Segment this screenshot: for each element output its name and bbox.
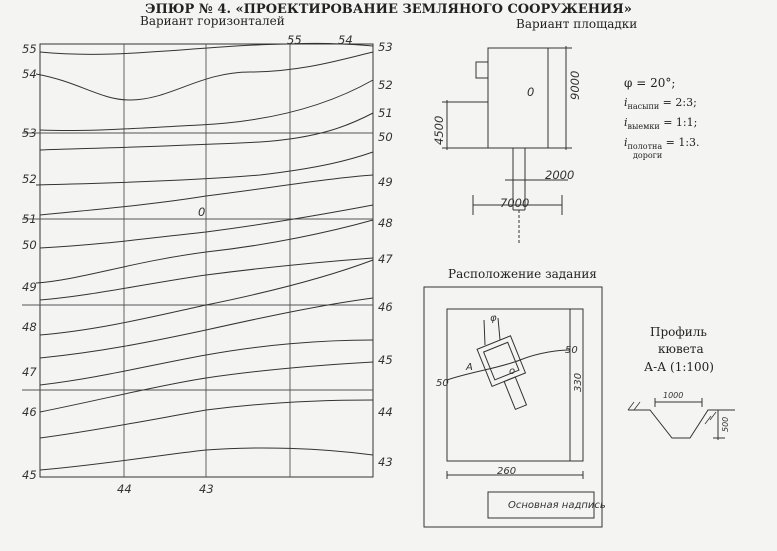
task-left-50: 50 <box>436 378 449 389</box>
profile-dim-500: 500 <box>721 416 730 432</box>
right-contour-label: 53 <box>378 40 393 54</box>
left-contour-label: 53 <box>22 126 37 140</box>
left-contour-label: 54 <box>22 67 37 81</box>
left-contour-label: 47 <box>22 365 37 379</box>
contour-map-frame <box>40 44 373 477</box>
ditch-profile <box>628 398 735 440</box>
contour-line <box>36 220 373 283</box>
contour-line <box>40 205 373 248</box>
contour-line <box>40 400 373 438</box>
left-contour-label: 52 <box>22 172 37 186</box>
right-contour-label: 50 <box>378 130 393 144</box>
contour-line <box>40 298 373 358</box>
contour-line <box>40 175 373 215</box>
param-i-sub: полотна <box>627 142 663 152</box>
right-contour-label: 44 <box>378 405 393 419</box>
task-dim-330: 330 <box>573 372 584 392</box>
param-phi: φ = 20°; <box>624 76 676 90</box>
right-contour-label: 52 <box>378 78 393 92</box>
right-contour-label: 45 <box>378 353 393 367</box>
bottom-contour-label: 44 <box>117 482 132 496</box>
contour-line <box>40 260 373 335</box>
contour-line <box>40 448 373 470</box>
left-contour-label: 46 <box>22 405 37 419</box>
param-i-symbol: i <box>624 96 628 109</box>
param-i-symbol: i <box>624 136 628 149</box>
profile-caption-1: Профиль <box>650 325 707 339</box>
task-label-a: А <box>466 362 473 373</box>
param-i-value: = 1:1; <box>663 116 698 129</box>
right-contour-label: 48 <box>378 216 393 230</box>
contour-line <box>40 43 373 54</box>
profile-dim-1000: 1000 <box>663 391 684 400</box>
param-i-value: = 2:3; <box>662 96 697 109</box>
right-contour-label: 43 <box>378 455 393 469</box>
param-i-cut <box>624 116 697 131</box>
param-i-sub2: дороги <box>633 151 663 160</box>
dim-7000: 7000 <box>500 196 530 210</box>
top-contour-label: 55 <box>287 33 302 47</box>
contour-line <box>40 113 373 150</box>
contour-variant-caption: Вариант горизонталей <box>140 14 285 28</box>
left-contour-label: 49 <box>22 280 37 294</box>
contour-line <box>40 80 373 131</box>
task-dim-260: 260 <box>497 466 517 477</box>
param-i-symbol: i <box>624 116 628 129</box>
profile-caption-3: А-А (1:100) <box>644 360 714 374</box>
dim-4500: 4500 <box>432 115 446 145</box>
param-i-value: = 1:3. <box>665 136 700 149</box>
task-right-50: 50 <box>565 345 578 356</box>
top-contour-label: 54 <box>338 33 353 47</box>
dim-2000: 2000 <box>545 168 575 182</box>
left-contour-label: 50 <box>22 238 37 252</box>
map-point-label: 0 <box>198 205 206 219</box>
contour-lines <box>36 43 373 470</box>
param-i-sub: насыпи <box>627 102 660 112</box>
task-layout <box>424 287 602 527</box>
right-contour-label: 46 <box>378 300 393 314</box>
contour-line <box>36 52 373 100</box>
param-i-road <box>624 136 700 151</box>
param-i-sub: выемки <box>627 122 660 132</box>
contour-line <box>40 362 373 412</box>
dim-9000: 9000 <box>568 70 582 100</box>
contour-line <box>40 258 373 300</box>
task-site-rotated <box>477 336 537 414</box>
profile-caption-2: кювета <box>658 342 704 356</box>
right-contour-label: 47 <box>378 252 393 266</box>
right-contour-label: 51 <box>378 106 393 120</box>
right-contour-label: 49 <box>378 175 393 189</box>
left-contour-label: 48 <box>22 320 37 334</box>
left-contour-label: 51 <box>22 212 37 226</box>
bottom-contour-label: 43 <box>199 482 214 496</box>
left-contour-label: 45 <box>22 468 37 482</box>
contour-grid <box>22 44 373 477</box>
site-variant-caption: Вариант площадки <box>516 17 638 31</box>
page-title: ЭПЮР № 4. «ПРОЕКТИРОВАНИЕ ЗЕМЛЯНОГО СООРУЖЕНИЯ» <box>145 2 632 17</box>
param-i-fill <box>624 96 697 111</box>
stamp-label: Основная надпись <box>508 500 606 511</box>
task-layout-caption: Расположение задания <box>448 267 597 281</box>
task-phi-label: φ <box>490 313 497 324</box>
left-contour-label: 55 <box>22 42 37 56</box>
site-point-label: 0 <box>527 85 535 99</box>
task-label-o: о <box>509 366 516 377</box>
